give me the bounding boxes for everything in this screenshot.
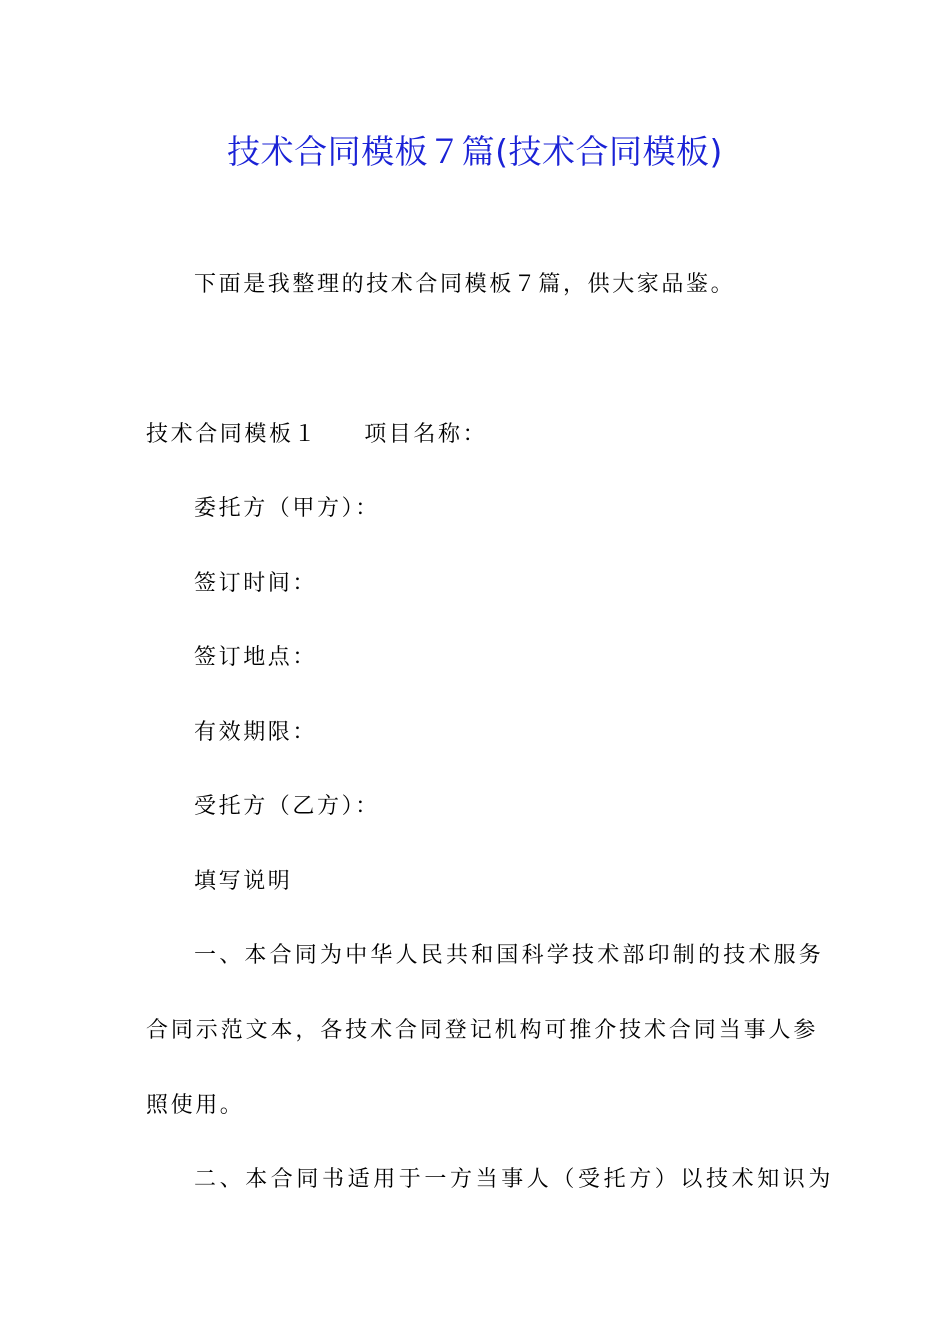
project-name-label: 项目名称： xyxy=(364,422,488,447)
document-title: 技术合同模板７篇(技术合同模板) xyxy=(227,132,723,171)
section-heading: 技术合同模板１ xyxy=(146,422,319,447)
instructions-heading: 填写说明 xyxy=(194,869,293,894)
paragraph-1-line-1: 一、本合同为中华人民共和国科学技术部印制的技术服务 xyxy=(194,943,825,968)
paragraph-2-line-1: 二、本合同书适用于一方当事人（受托方）以技术知识为 xyxy=(194,1167,835,1192)
paragraph-1-line-2: 合同示范文本，各技术合同登记机构可推介技术合同当事人参 xyxy=(146,1018,819,1043)
client-label: 委托方（甲方）： xyxy=(194,496,380,521)
valid-period-label: 有效期限： xyxy=(194,720,318,745)
contractor-label: 受托方（乙方）： xyxy=(194,794,380,819)
sign-time-label: 签订时间： xyxy=(194,571,318,596)
section-heading-line xyxy=(146,420,487,450)
sign-place-label: 签订地点： xyxy=(194,645,318,670)
intro-paragraph: 下面是我整理的技术合同模板７篇，供大家品鉴。 xyxy=(194,272,736,297)
paragraph-1-line-3: 照使用。 xyxy=(146,1093,245,1118)
